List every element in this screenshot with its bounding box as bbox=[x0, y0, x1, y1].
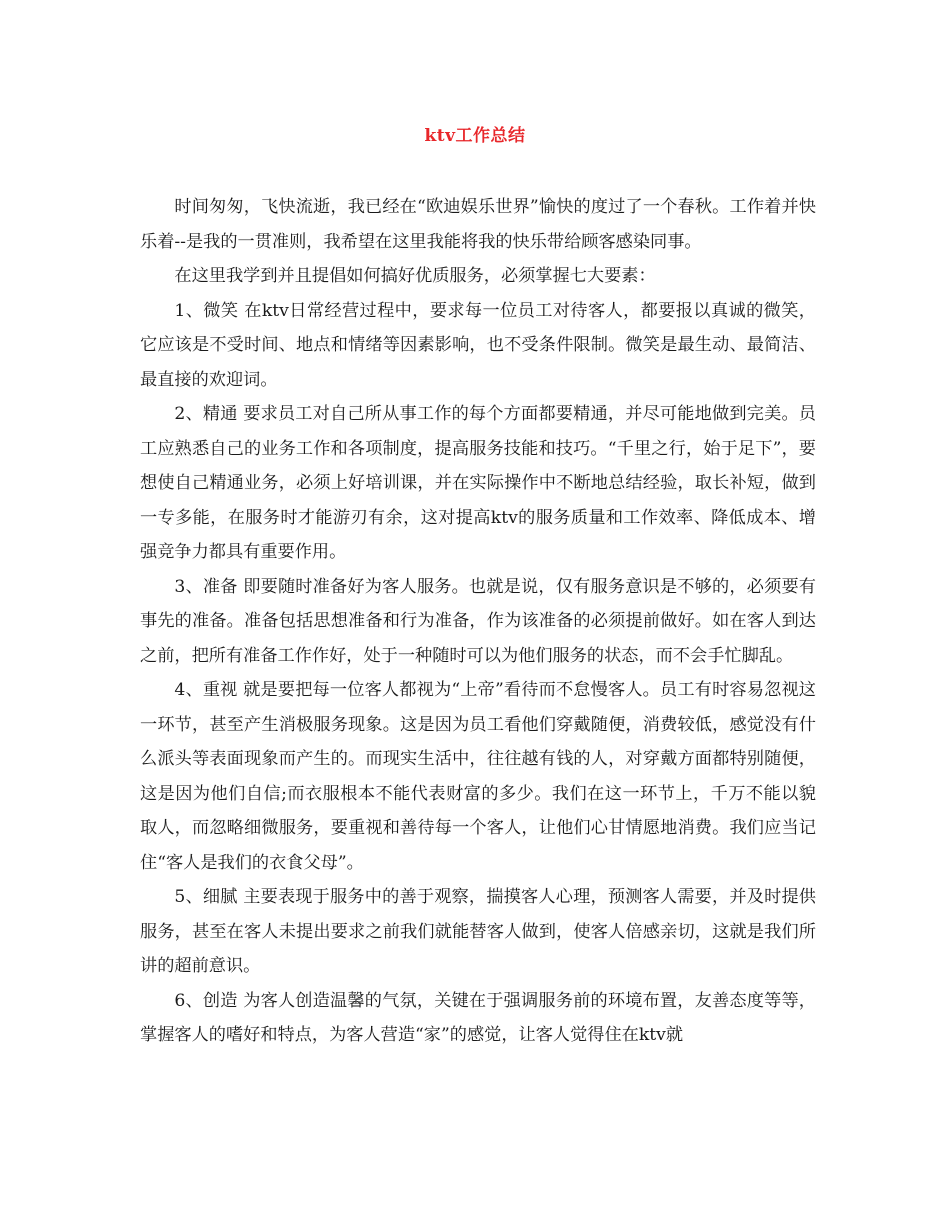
paragraph-proficiency: 2、精通 要求员工对自己所从事工作的每个方面都要精通，并尽可能地做到完美。员工应熟悉自己的业务工作和各项制度，提高服务技能和技巧。“千里之行，始于足下”，要想使自己精通业务，必须上好培训课，并在实际操作中不断地总结经验，取长补短，做到一专多能，在服务时才能游刃有余，这对提高ktv的服务质量和工作效率、降低成本、增强竞争力都具有重要作用。 bbox=[140, 404, 816, 562]
paragraph-delicacy: 5、细腻 主要表现于服务中的善于观察，揣摸客人心理，预测客人需要，并及时提供服务，甚至在客人未提出要求之前我们就能替客人做到，使客人倍感亲切，这就是我们所讲的超前意识。 bbox=[140, 887, 816, 976]
document-title: ktv工作总结 bbox=[424, 126, 526, 146]
document-body bbox=[140, 190, 816, 1053]
paragraph-intro: 时间匆匆，飞快流逝，我已经在“欧迪娱乐世界”愉快的度过了一个春秋。工作着并快乐着--是我的一贯准则，我希望在这里我能将我的快乐带给顾客感染同事。 bbox=[140, 197, 816, 252]
paragraph-smile: 1、微笑 在ktv日常经营过程中，要求每一位员工对待客人，都要报以真诚的微笑，它应该是不受时间、地点和情绪等因素影响，也不受条件限制。微笑是最生动、最简洁、最直接的欢迎词。 bbox=[140, 300, 816, 390]
paragraph-seven-elements: 在这里我学到并且提倡如何搞好优质服务，必须掌握七大要素： bbox=[174, 266, 656, 286]
paragraph-preparation: 3、准备 即要随时准备好为客人服务。也就是说，仅有服务意识是不够的，必须要有事先的准备。准备包括思想准备和行为准备，作为该准备的必须提前做好。如在客人到达之前，把所有准备工作作好，处于一种随时可以为他们服务的状态，而不会手忙脚乱。 bbox=[140, 576, 816, 666]
paragraph-creation: 6、创造 为客人创造温馨的气氛，关键在于强调服务前的环境布置，友善态度等等，掌握客人的嗜好和特点，为客人营造“家”的感觉，让客人觉得住在ktv就 bbox=[140, 990, 816, 1045]
paragraph-attention: 4、重视 就是要把每一位客人都视为“上帝”看待而不怠慢客人。员工有时容易忽视这一环节，甚至产生消极服务现象。这是因为员工看他们穿戴随便，消费较低，感觉没有什么派头等表面现象而产生的。而现实生活中，往往越有钱的人，对穿戴方面都特别随便，这是因为他们自信;而衣服根本不能代表财富的多少。我们在这一环节上，千万不能以貌取人，而忽略细微服务，要重视和善待每一个客人，让他们心甘情愿地消费。我们应当记住“客人是我们的衣食父母”。 bbox=[140, 680, 816, 873]
